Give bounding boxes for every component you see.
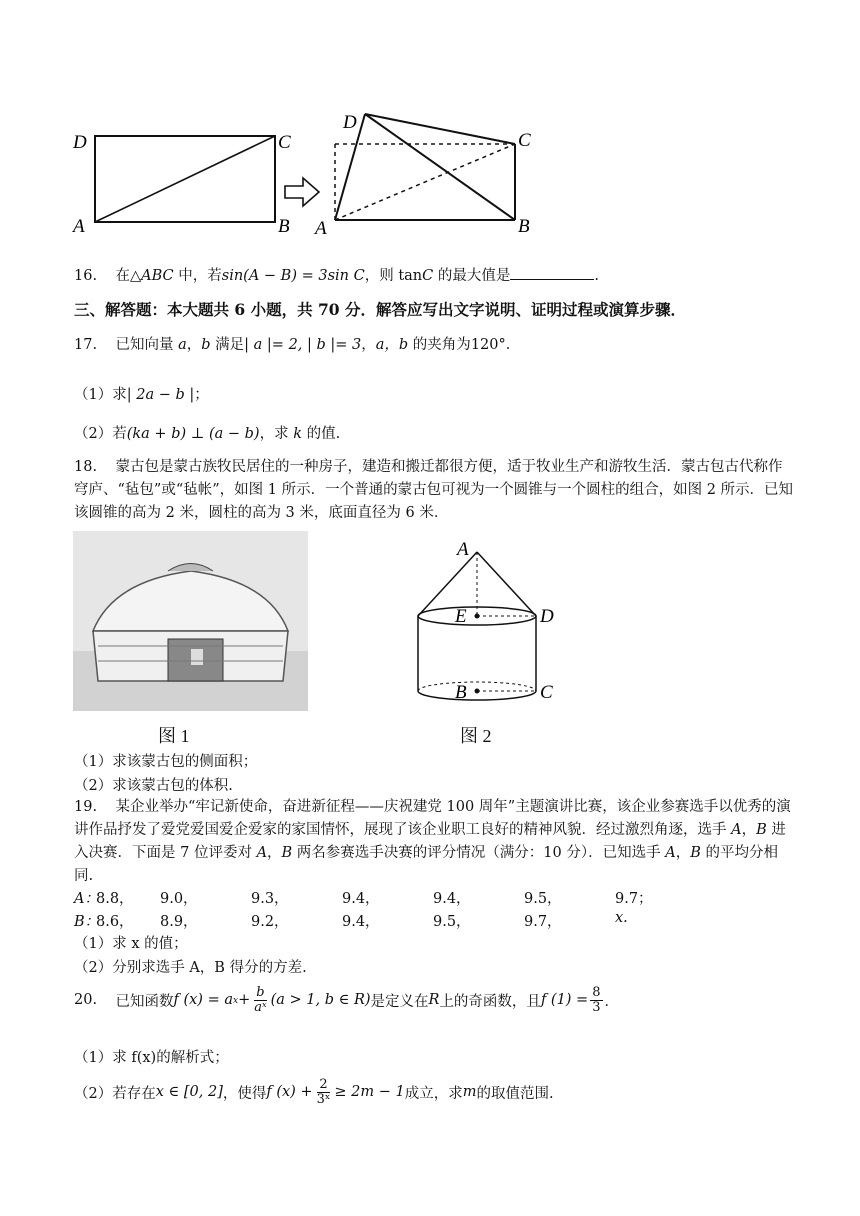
q20-part-2 [74,1078,554,1106]
q17-p1-text: （1）求 [74,387,127,403]
q20-p2-pre: （2）若存在 [74,1085,156,1102]
q20-p2-m: m [462,1084,477,1101]
label-a-right: A [315,218,327,239]
q19-b2: B [281,845,293,861]
q20-p2-mid: ，使得 [222,1085,267,1102]
section-3-heading: 三、解答题：本大题共 6 小题，共 70 分．解答应写出文字说明、证明过程或演算步骤． [74,300,686,319]
q20-p2-tail: 的取值范围. [476,1085,554,1102]
fig2-label-c: C [540,682,553,703]
q19-b3: B [690,845,701,861]
q16-c: C [422,268,434,284]
q20-p2-fraction [315,1078,333,1106]
question-18 [74,456,794,525]
q20-exponent: x [232,996,239,1006]
q16-text-tail: 的最大值是 [433,268,511,284]
q17-p2-end: 的值. [302,426,341,442]
q17-sep: ， [361,337,376,353]
q20-p2-end: 成立，求 [404,1085,463,1102]
q18-number: 18. [74,459,98,475]
question-20 [74,986,619,1014]
fig2-label-e: E [455,606,467,627]
q20-frac-num: b [256,985,265,1000]
q17-p2-mid: ，求 [259,426,294,442]
q17-text-pre: 已知向量 [115,337,179,353]
score-cell: 9.2， [251,914,289,930]
q17-end: ． [505,337,521,353]
score-cell: 8.6， [96,914,134,930]
score-cell: 9.0， [160,891,198,907]
q20-val-num: 8 [592,985,601,1000]
q20-end: ． [604,993,619,1010]
q17-p2-expr: (ka + b) ⊥ (a − b) [126,426,260,442]
answer-blank [510,265,594,280]
q17-part-1 [74,383,209,404]
q17-part-2 [74,422,340,443]
q16-number: 16. [74,268,98,284]
label-d-right: D [343,112,357,133]
q16-triangle: ABC [141,268,174,284]
q19-a1: A [731,822,742,838]
q19-a2: A [256,845,268,861]
fold-diagram [70,108,540,243]
score-cell: x. [615,910,628,926]
score-cell: 9.3， [251,891,289,907]
q19-text-post: 的平均分相同. [74,845,778,884]
q20-condition: (a > 1, b ∈ R) [270,992,371,1009]
score-cell: 9.5， [524,891,562,907]
score-cell: 9.7； [615,891,653,907]
q19-part-1: （1）求 x 的值； [74,936,188,952]
q20-f1: f (1) = [540,992,589,1009]
diagonal-ac [95,136,275,222]
fig2-label-b: B [455,682,467,703]
score-cell: 9.7， [524,914,562,930]
q20-text-pre: 已知函数 [115,993,174,1010]
q17-angle: 120° [470,337,506,353]
q16-end: . [594,268,599,284]
q16-text-mid: 中，若 [173,268,222,284]
label-c-left: C [278,132,291,153]
q17-p1-end: ； [194,387,209,403]
q17-comma: ， [186,337,202,353]
label-b-left: B [278,216,290,237]
cone-cylinder-diagram [410,538,580,718]
q20-p2-domain: x ∈ [0, 2] [155,1084,223,1101]
yurt-photo [73,531,308,711]
figure-2-caption: 图 2 [460,726,492,746]
q17-p2-k: k [293,426,302,442]
q20-p2-f: f (x) + [266,1084,313,1101]
q20-fraction-b [252,986,268,1014]
q19-sep2: ， [267,845,282,861]
q20-part-1: （1）求 f(x)的解析式； [74,1050,229,1066]
arrow-icon [285,178,319,206]
q19-a3: A [665,845,676,861]
q19-part-2: （2）分别求选手 A，B 得分的方差. [74,960,307,976]
q20-r: R [428,992,440,1009]
score-cell: 8.8， [96,891,134,907]
q18-part-1: （1）求该蒙古包的侧面积； [74,754,258,770]
q19-sep3: ， [675,845,691,861]
score-cell: 9.5， [433,914,471,930]
score-cell: 9.4， [342,914,380,930]
q20-p2-den: 3ˣ [316,1091,331,1107]
q16-text-post: ，则 tan [364,268,423,284]
q20-p2-num: 2 [319,1077,328,1092]
q20-text-mid: 是定义在 [370,993,429,1010]
score-cell: 8.9， [160,914,198,930]
q17-ab: a，b [375,337,409,353]
label-d-left: D [73,132,87,153]
fig2-label-a: A [457,539,469,560]
q19-text-mid: 进入决赛．下面是 7 位评委对 [74,822,786,861]
q16-text-pre: 在△ [115,268,142,284]
q20-number: 20. [74,992,98,1009]
score-cell: 9.4， [342,891,380,907]
q20-fraction-value [590,986,602,1014]
score-cell: 9.4， [433,891,471,907]
label-a-left: A [73,216,85,237]
q19-number: 19. [74,799,98,815]
q16-expression: sin(A − B) = 3sin C [221,268,365,284]
q17-vector-a: a [178,337,187,353]
q17-p1-expr: | 2a − b | [126,387,195,403]
q19-text-pre: 某企业举办“牢记新使命，奋进新征程——庆祝建党 100 周年”主题演讲比赛，该企业参赛选手以优秀的演讲作品抒发了爱党爱国爱企爱家的家国情怀，展现了该企业职工良好的精神风貌．经过激烈角逐，选手 [74,799,791,838]
q20-f-def: f (x) = a [173,992,233,1009]
q18-part-2: （2）求该蒙古包的体积. [74,778,233,794]
q17-text-post: 的夹角为 [408,337,471,353]
row-a-label: A： [74,891,99,907]
q18-text: 蒙古包是蒙古族牧民居住的一种房子，建造和搬迁都很方便，适于牧业生产和游牧生活．蒙古包古代称作穹庐、“毡包”或“毡帐”，如图 1 所示．一个普通的蒙古包可视为一个圆锥与一个圆柱的组合，如图 2 所示．已知该圆锥的高为 2 米，圆柱的高为 3 米，底面直径为 6 米． [74,459,794,521]
q19-text-mid2: 两名参赛选手决赛的评分情况（满分：10 分）．已知选手 [292,845,666,861]
q20-frac-den: aˣ [254,999,267,1015]
q20-p2-ineq: ≥ 2m − 1 [334,1084,405,1101]
q17-number: 17. [74,337,98,353]
question-16 [74,264,599,285]
figure-1-caption: 图 1 [158,726,190,746]
row-b-label: B： [74,914,100,930]
q20-val-den: 3 [592,999,601,1015]
q20-plus: + [238,992,251,1009]
q17-condition: | a |= 2, | b |= 3 [244,337,362,353]
q19-sep1: ， [741,822,757,838]
question-17 [74,333,520,354]
label-b-right: B [518,216,530,237]
q17-text-mid: 满足 [210,337,245,353]
fig2-label-d: D [540,606,554,627]
q17-vector-b: b [201,337,211,353]
q17-p2-text: （2）若 [74,426,127,442]
q20-text-mid2: 上的奇函数，且 [439,993,541,1010]
question-19 [74,796,794,888]
q19-b1: B [756,822,767,838]
label-c-right: C [518,130,531,151]
